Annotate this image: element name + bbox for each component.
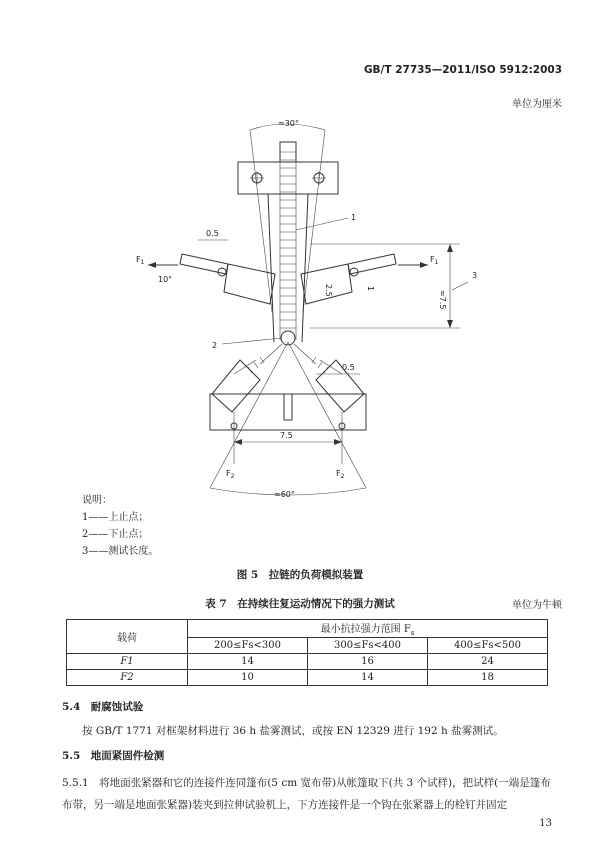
dim-25: 2.5 [324, 284, 333, 297]
header-range: 最小抗拉强力范围 $F_s$ [188, 620, 548, 638]
table-row [67, 670, 548, 686]
angle-bottom-label: ≈60° [274, 490, 295, 499]
cell: 24 [428, 654, 548, 670]
dim-75-bottom: 7.5 [280, 431, 293, 440]
range-col-2: 300≤Fs<400 [308, 638, 428, 654]
left-side-clamp [180, 254, 275, 304]
dim-05-left: 0.5 [206, 229, 219, 238]
table-caption: 表 7 在持续往复运动情况下的强力测试 [205, 598, 395, 610]
callout-3: 3 [472, 271, 478, 280]
right-side-clamp [301, 254, 396, 304]
dim-75-vertical: ≈7.5 [438, 290, 447, 310]
legend-item-2: 2——下止点； [82, 529, 149, 540]
legend-item-1: 1——上止点； [82, 512, 149, 523]
f2-left-label: $F_2$ [226, 469, 235, 480]
zipper-load-simulation-figure [110, 112, 500, 502]
dim-1: 1 [366, 286, 375, 292]
callout-1: 1 [351, 213, 357, 222]
range-col-3: 400≤Fs<500 [428, 638, 548, 654]
cell: 16 [308, 654, 428, 670]
callout-2: 2 [212, 341, 218, 350]
table-row [67, 654, 548, 670]
lower-left-clamp [212, 360, 260, 412]
legend-title: 说明： [82, 495, 112, 506]
dim-05-right: 0.5 [342, 363, 355, 372]
legend-item-3: 3——测试长度。 [82, 546, 159, 557]
lower-right-clamp [316, 360, 364, 412]
f1-left-label: $F_1$ [136, 255, 145, 266]
angle-side-label: 10° [158, 275, 173, 284]
figure-unit-note: 单位为厘米 [512, 99, 562, 110]
cell: 18 [428, 670, 548, 686]
row-load: F2 [67, 670, 188, 686]
range-col-1: 200≤Fs<300 [188, 638, 308, 654]
bottom-base [210, 394, 366, 430]
section-5-5-title: 5.5 地面紧固件检测 [62, 750, 165, 762]
slider [281, 331, 295, 345]
standard-header: GB/T 27735—2011/ISO 5912:2003 [363, 64, 562, 76]
figure-caption: 图 5 拉链的负荷模拟装置 [236, 569, 364, 581]
section-5-4-text: 按 GB/T 1771 对框架材料进行 36 h 盐雾测试，或按 EN 12329 进行 192 h 盐雾测试。 [82, 725, 504, 737]
header-load: 载荷 [67, 620, 188, 654]
table-unit-note: 单位为牛顿 [512, 600, 562, 611]
section-5-5-1-text: 5.5.1 将地面张紧器和它的连接件连同篷布(5 cm 宽布带)从帐篷取下(共 3 个试样)，把试样(一端是篷布布带，另一端是地面张紧器)装夹到拉伸试验机上，下方连接件是一个钩在张紧器上的栓钉并固定 [62, 777, 551, 811]
f2-right-label: $F_2$ [336, 469, 345, 480]
zipper-teeth [280, 147, 296, 340]
cell: 14 [188, 654, 308, 670]
f1-right-label: $F_1$ [430, 255, 439, 266]
row-load: F1 [67, 654, 188, 670]
page-number: 13 [539, 818, 552, 829]
cell: 14 [308, 670, 428, 686]
section-5-4-title: 5.4 耐腐蚀试验 [62, 701, 144, 713]
angle-top-label: ≈30° [278, 119, 299, 128]
strength-test-table [66, 619, 548, 686]
cell: 10 [188, 670, 308, 686]
